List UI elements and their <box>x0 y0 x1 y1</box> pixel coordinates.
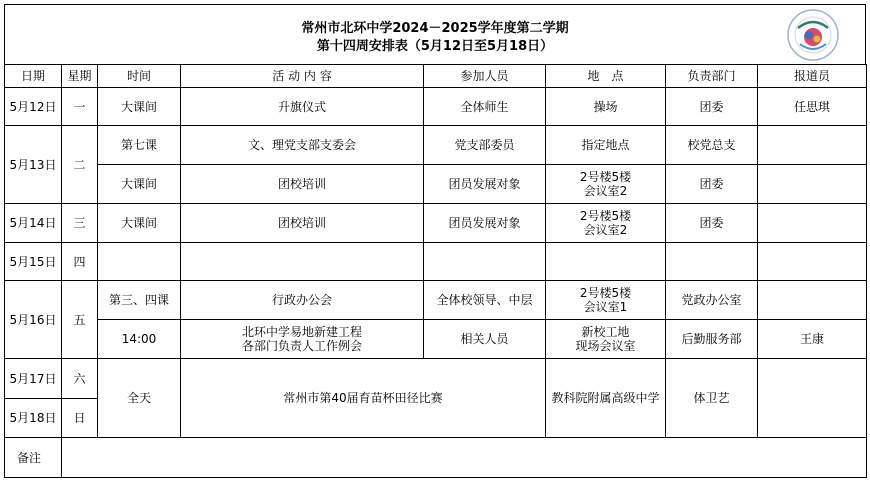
reporter-cell <box>758 359 867 438</box>
location-cell: 新校工地 现场会议室 <box>546 320 666 359</box>
location-cell: 操场 <box>546 88 666 126</box>
location-cell: 教科院附属高级中学 <box>546 359 666 438</box>
participants-cell <box>424 243 546 281</box>
activity-cell: 行政办公会 <box>181 281 424 320</box>
table-row <box>5 359 867 399</box>
date-cell: 5月16日 <box>5 281 62 359</box>
participants-cell: 相关人员 <box>424 320 546 359</box>
weekday-cell: 日 <box>62 399 98 438</box>
date-cell: 5月13日 <box>5 126 62 204</box>
time-cell <box>98 243 181 281</box>
header-activity: 活 动 内 容 <box>181 65 424 88</box>
location-cell: 2号楼5楼 会议室1 <box>546 281 666 320</box>
time-cell: 14:00 <box>98 320 181 359</box>
participants-cell: 全体师生 <box>424 88 546 126</box>
time-cell: 全天 <box>98 359 181 438</box>
weekday-cell: 二 <box>62 126 98 204</box>
time-cell: 大课间 <box>98 88 181 126</box>
reporter-cell <box>758 243 867 281</box>
header-participants: 参加人员 <box>424 65 546 88</box>
header-dept: 负责部门 <box>666 65 758 88</box>
date-cell: 5月12日 <box>5 88 62 126</box>
header-time: 时间 <box>98 65 181 88</box>
participants-cell: 全体校领导、中层 <box>424 281 546 320</box>
reporter-cell: 任思琪 <box>758 88 867 126</box>
header-date: 日期 <box>5 65 62 88</box>
dept-cell: 校党总支 <box>666 126 758 165</box>
title-line-1: 常州市北环中学2024－2025学年度第二学期 <box>301 21 569 36</box>
time-cell: 第三、四课 <box>98 281 181 320</box>
notes-label: 备注 <box>5 438 62 478</box>
schedule-table <box>4 64 867 478</box>
header-location: 地 点 <box>546 65 666 88</box>
header-reporter: 报道员 <box>758 65 867 88</box>
header-weekday: 星期 <box>62 65 98 88</box>
table-row <box>5 126 867 165</box>
header-row <box>5 65 867 88</box>
dept-cell: 后勤服务部 <box>666 320 758 359</box>
table-row <box>5 243 867 281</box>
reporter-cell <box>758 204 867 243</box>
reporter-cell <box>758 126 867 165</box>
weekday-cell: 三 <box>62 204 98 243</box>
participants-cell: 党支部委员 <box>424 126 546 165</box>
dept-cell: 体卫艺 <box>666 359 758 438</box>
table-row <box>5 204 867 243</box>
reporter-cell <box>758 281 867 320</box>
weekday-cell: 五 <box>62 281 98 359</box>
table-row <box>5 165 867 204</box>
notes-value <box>62 438 867 478</box>
location-cell: 2号楼5楼 会议室2 <box>546 204 666 243</box>
time-cell: 大课间 <box>98 204 181 243</box>
activity-cell: 升旗仪式 <box>181 88 424 126</box>
dept-cell: 团委 <box>666 204 758 243</box>
reporter-cell <box>758 165 867 204</box>
date-cell: 5月17日 <box>5 359 62 399</box>
activity-cell: 团校培训 <box>181 204 424 243</box>
weekday-cell: 四 <box>62 243 98 281</box>
time-cell: 第七课 <box>98 126 181 165</box>
document-header <box>4 4 866 64</box>
dept-cell: 党政办公室 <box>666 281 758 320</box>
date-cell: 5月15日 <box>5 243 62 281</box>
activity-cell: 文、理党支部支委会 <box>181 126 424 165</box>
participants-cell: 团员发展对象 <box>424 165 546 204</box>
dept-cell: 团委 <box>666 165 758 204</box>
dept-cell <box>666 243 758 281</box>
activity-cell: 北环中学易地新建工程 各部门负责人工作例会 <box>181 320 424 359</box>
date-cell: 5月18日 <box>5 399 62 438</box>
weekday-cell: 一 <box>62 88 98 126</box>
weekday-cell: 六 <box>62 359 98 399</box>
location-cell <box>546 243 666 281</box>
activity-cell: 团校培训 <box>181 165 424 204</box>
location-cell: 指定地点 <box>546 126 666 165</box>
table-row <box>5 88 867 126</box>
activity-cell <box>181 243 424 281</box>
notes-row <box>5 438 867 478</box>
location-cell: 2号楼5楼 会议室2 <box>546 165 666 204</box>
table-row <box>5 281 867 320</box>
activity-cell: 常州市第40届育苗杯田径比赛 <box>181 359 546 438</box>
time-cell: 大课间 <box>98 165 181 204</box>
dept-cell: 团委 <box>666 88 758 126</box>
title-line-2: 第十四周安排表（5月12日至5月18日） <box>316 39 554 54</box>
school-logo-icon <box>786 8 840 62</box>
table-row <box>5 320 867 359</box>
reporter-cell: 王康 <box>758 320 867 359</box>
date-cell: 5月14日 <box>5 204 62 243</box>
participants-cell: 团员发展对象 <box>424 204 546 243</box>
